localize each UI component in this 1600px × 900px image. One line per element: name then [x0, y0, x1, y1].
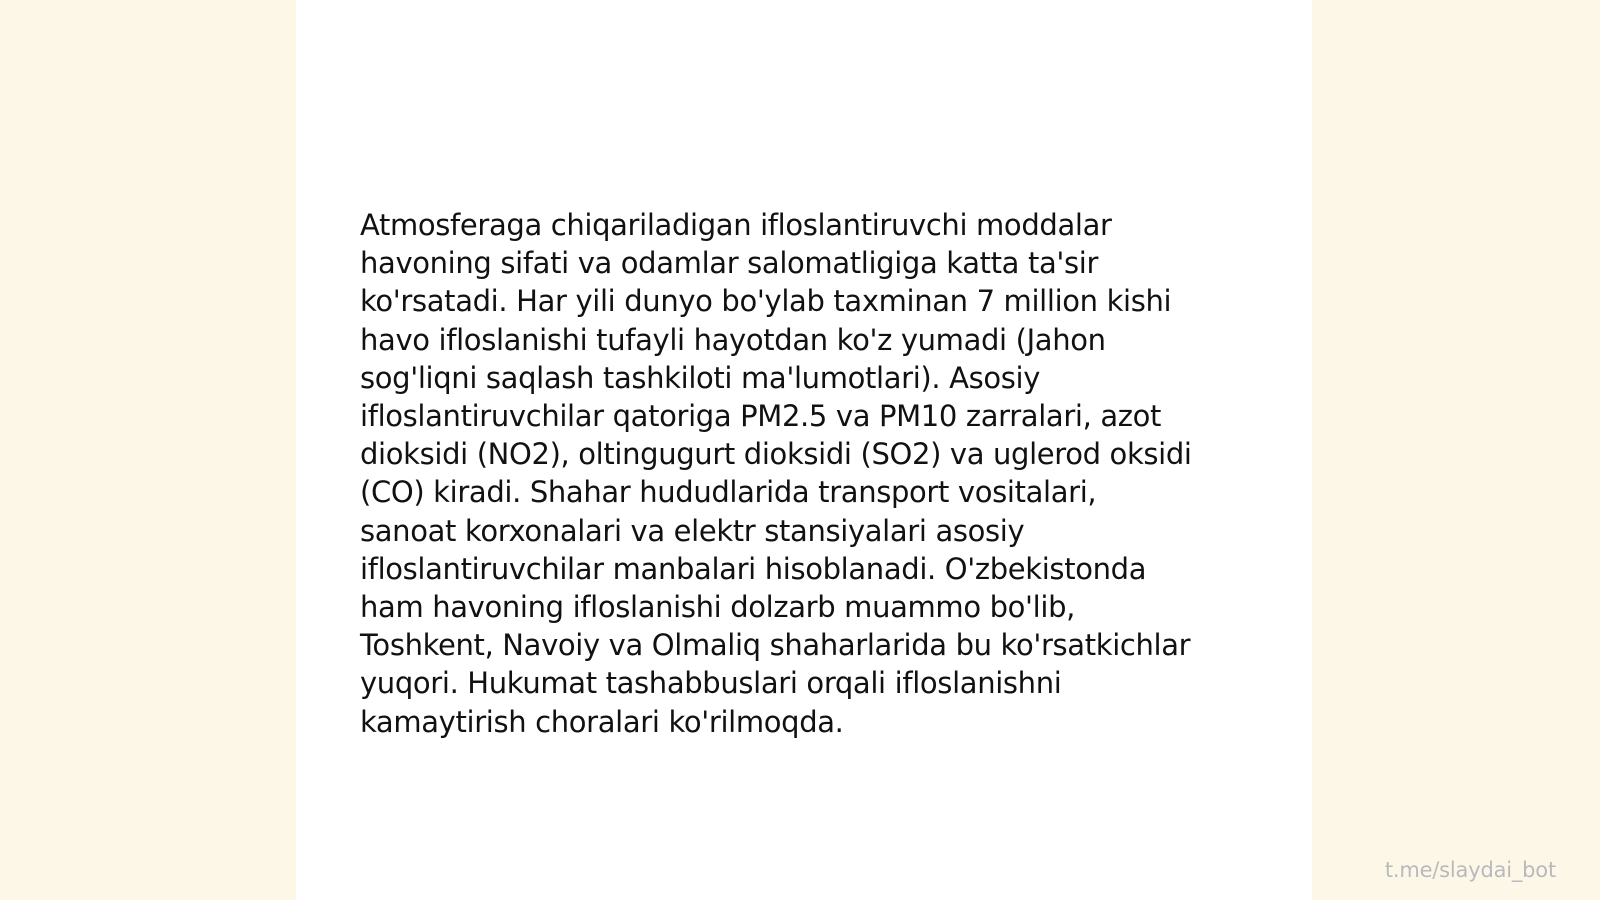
watermark: t.me/slaydai_bot: [1384, 858, 1556, 882]
slide-body-text: Atmosferaga chiqariladigan ifloslantiruvchi moddalar havoning sifati va odamlar salomatligiga katta ta'sir ko'rsatadi. Har yili dunyo bo'ylab taxminan 7 million kishi havo ifloslanishi tufayli hayotdan ko'z yumadi (Jahon sog'liqni saqlash tashkiloti ma'lumotlari). Asosiy ifloslantiruvchilar qatoriga PM2.5 va PM10 zarralari, azot dioksidi (NO2), oltingugurt dioksidi (SO2) va uglerod oksidi (CO) kiradi. Shahar hududlarida transport vositalari, sanoat korxonalari va elektr stansiyalari asosiy ifloslantiruvchilar manbalari hisoblanadi. O'zbekistonda ham havoning ifloslanishi dolzarb muammo bo'lib, Toshkent, Navoiy va Olmaliq shaharlarida bu ko'rsatkichlar yuqori. Hukumat tashabbuslari orqali ifloslanishni kamaytirish choralari ko'rilmoqda.: [360, 208, 1192, 739]
